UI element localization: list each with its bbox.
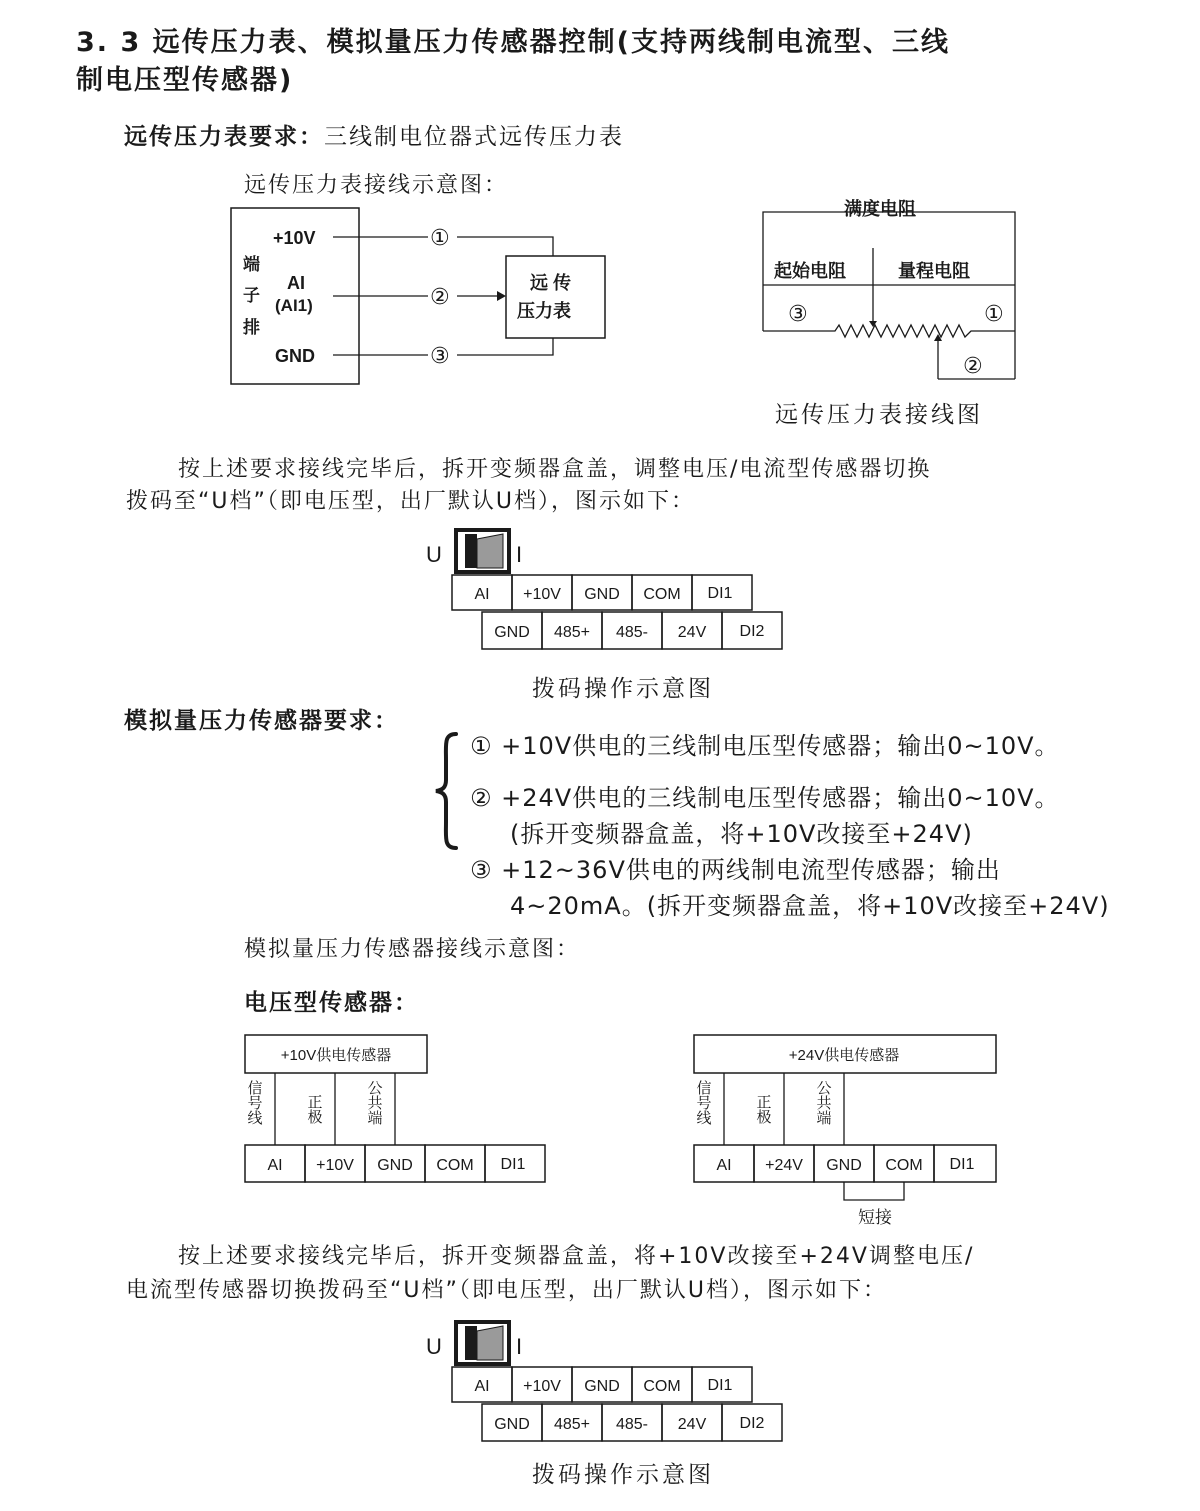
s10-term-com: COM [436, 1157, 474, 1174]
wire-2-number: ② [430, 284, 450, 309]
sensor-10v-terminal-row [245, 1145, 545, 1182]
dip1-r1-ai: AI [474, 586, 490, 603]
dip1-r2-24v: 24V [677, 624, 707, 641]
sensor-10v-diagram [240, 1030, 560, 1190]
dip-caption-1: 拨码操作示意图 [532, 676, 714, 702]
remote-gauge-label-2: 压力表 [517, 301, 571, 321]
analog-diagram-caption: 模拟量压力传感器接线示意图： [244, 937, 581, 962]
dip2-label-u: U [426, 1334, 442, 1359]
remote-gauge-requirement [124, 118, 624, 151]
dip2-label-i: I [516, 1334, 523, 1359]
left-brace-icon [432, 730, 462, 852]
dip1-r2-485m: 485- [615, 624, 649, 641]
terminal-block-char-2: 子 [243, 286, 260, 305]
section-title-line1: 3. 3 远传压力表、模拟量压力传感器控制(支持两线制电流型、三线 [76, 27, 950, 58]
analog-item-2-note: (拆开变频器盒盖，将+10V改接至+24V) [510, 820, 973, 848]
dip-terminal-row-2 [482, 612, 782, 649]
remote-gauge-req-label: 远传压力表要求： [124, 124, 324, 150]
dip2-switch-lever[interactable] [477, 1326, 503, 1360]
sensor-24v-diagram [689, 1030, 1009, 1230]
potentiometer-resistor-icon [763, 325, 1015, 337]
wire-1-number: ① [430, 225, 450, 250]
sensor-10v-common-label: 公共端 [365, 1080, 383, 1125]
s10-term-10v: +10V [316, 1157, 354, 1174]
sensor-24v-title: +24V供电传感器 [788, 1047, 900, 1064]
dip2-r2-485m: 485- [615, 1416, 649, 1433]
terminal-block-char-1: 端 [243, 255, 260, 274]
dip1-r2-gnd: GND [494, 624, 530, 641]
wire-1-right [457, 237, 553, 256]
start-resistor-label: 起始电阻 [774, 261, 846, 281]
dip-terminal-row-1 [452, 575, 752, 610]
full-scale-resistor-label: 满度电阻 [844, 199, 916, 219]
terminal-2-number: ② [963, 353, 983, 378]
terminal-1-number: ① [984, 301, 1004, 326]
dip-switch-lever[interactable] [477, 534, 503, 568]
resistor-diagram [755, 193, 1025, 385]
dip-switch-diagram-2[interactable] [420, 1317, 800, 1447]
dip-switch-slot [465, 534, 477, 568]
analog-item-2: ② +24V供电的三线制电压型传感器；输出0~10V。 [470, 784, 1060, 812]
sensor-24v-terminal-row [694, 1145, 996, 1182]
dip2-r1-com: COM [643, 1378, 681, 1395]
terminal-ai1-label: (AI1) [275, 296, 313, 315]
dip2-r1-10v: +10V [523, 1378, 561, 1395]
s24-term-com: COM [885, 1157, 923, 1174]
instructions2-line2: 电流型传感器切换拨码至“U档”（即电压型，出厂默认U档），图示如下： [126, 1278, 888, 1303]
instructions1-line1: 按上述要求接线完毕后，拆开变频器盒盖，调整电压/电流型传感器切换 [178, 457, 932, 482]
remote-gauge-wiring-caption: 远传压力表接线图 [775, 402, 983, 428]
analog-item-3-cont: 4~20mA。(拆开变频器盒盖，将+10V改接至+24V) [510, 892, 1110, 920]
sensor-24v-common-label: 公共端 [814, 1080, 832, 1125]
sensor-10v-positive-label: 正极 [305, 1094, 323, 1124]
dip1-r1-di1: DI1 [707, 585, 733, 602]
dip2-r1-gnd: GND [584, 1378, 620, 1395]
analog-item-1: ① +10V供电的三线制电压型传感器；输出0~10V。 [470, 732, 1060, 760]
dip2-r1-ai: AI [474, 1378, 490, 1395]
terminal-block-char-3: 排 [243, 318, 260, 337]
remote-gauge-req-text: 三线制电位器式远传压力表 [324, 124, 624, 150]
remote-gauge-diagram-caption: 远传压力表接线示意图： [244, 173, 509, 198]
dip2-r2-485p: 485+ [553, 1416, 591, 1433]
remote-gauge-wiring-diagram [225, 200, 625, 392]
s10-term-ai: AI [267, 1157, 283, 1174]
analog-item-3: ③ +12~36V供电的两线制电流型传感器；输出 [470, 856, 1001, 884]
dip-label-u: U [426, 542, 442, 567]
short-jumper [844, 1182, 904, 1200]
s10-term-gnd: GND [377, 1157, 413, 1174]
dip1-r1-gnd: GND [584, 586, 620, 603]
instructions2-line1: 按上述要求接线完毕后，拆开变频器盒盖，将+10V改接至+24V调整电压/ [178, 1244, 975, 1269]
dip2-r2-di2: DI2 [739, 1415, 765, 1432]
dip1-r1-com: COM [643, 586, 681, 603]
dip1-r2-di2: DI2 [739, 623, 765, 640]
dip-switch-diagram-1[interactable] [420, 525, 800, 655]
sensor-24v-signal-label: 信号线 [694, 1080, 712, 1125]
dip1-r2-485p: 485+ [553, 624, 591, 641]
analog-req-label: 模拟量压力传感器要求： [124, 708, 399, 734]
terminal-10v-label: +10V [273, 228, 316, 248]
dip2-r2-gnd: GND [494, 1416, 530, 1433]
s24-term-gnd: GND [826, 1157, 862, 1174]
dip-caption-2: 拨码操作示意图 [532, 1462, 714, 1488]
dip-label-i: I [516, 542, 523, 567]
s24-term-24v: +24V [765, 1157, 803, 1174]
short-label: 短接 [858, 1208, 892, 1227]
dip2-switch-slot [465, 1326, 477, 1360]
terminal-ai-label: AI [287, 273, 305, 293]
terminal-gnd-label: GND [275, 346, 315, 366]
wire-3-number: ③ [430, 343, 450, 368]
s24-term-di1: DI1 [949, 1156, 975, 1173]
dip2-r1-di1: DI1 [707, 1377, 733, 1394]
instructions1-line2: 拨码至“U档”（即电压型，出厂默认U档），图示如下： [126, 489, 696, 514]
wire-2-arrow-icon [497, 291, 506, 301]
wire-3-right [457, 338, 553, 355]
dip2-terminal-row-1 [452, 1367, 752, 1402]
terminal-3-number: ③ [788, 301, 808, 326]
remote-gauge-label-1: 远 传 [530, 273, 572, 293]
voltage-sensor-label: 电压型传感器： [244, 990, 419, 1016]
dip1-r1-10v: +10V [523, 586, 561, 603]
range-resistor-label: 量程电阻 [898, 261, 970, 281]
sensor-10v-title: +10V供电传感器 [280, 1047, 392, 1064]
remote-gauge-box [506, 256, 605, 338]
sensor-24v-positive-label: 正极 [754, 1094, 772, 1124]
s24-term-ai: AI [716, 1157, 732, 1174]
dip2-r2-24v: 24V [677, 1416, 707, 1433]
section-title-line2: 制电压型传感器) [76, 65, 294, 96]
sensor-10v-signal-label: 信号线 [245, 1080, 263, 1125]
dip2-terminal-row-2 [482, 1404, 782, 1441]
s10-term-di1: DI1 [500, 1156, 526, 1173]
